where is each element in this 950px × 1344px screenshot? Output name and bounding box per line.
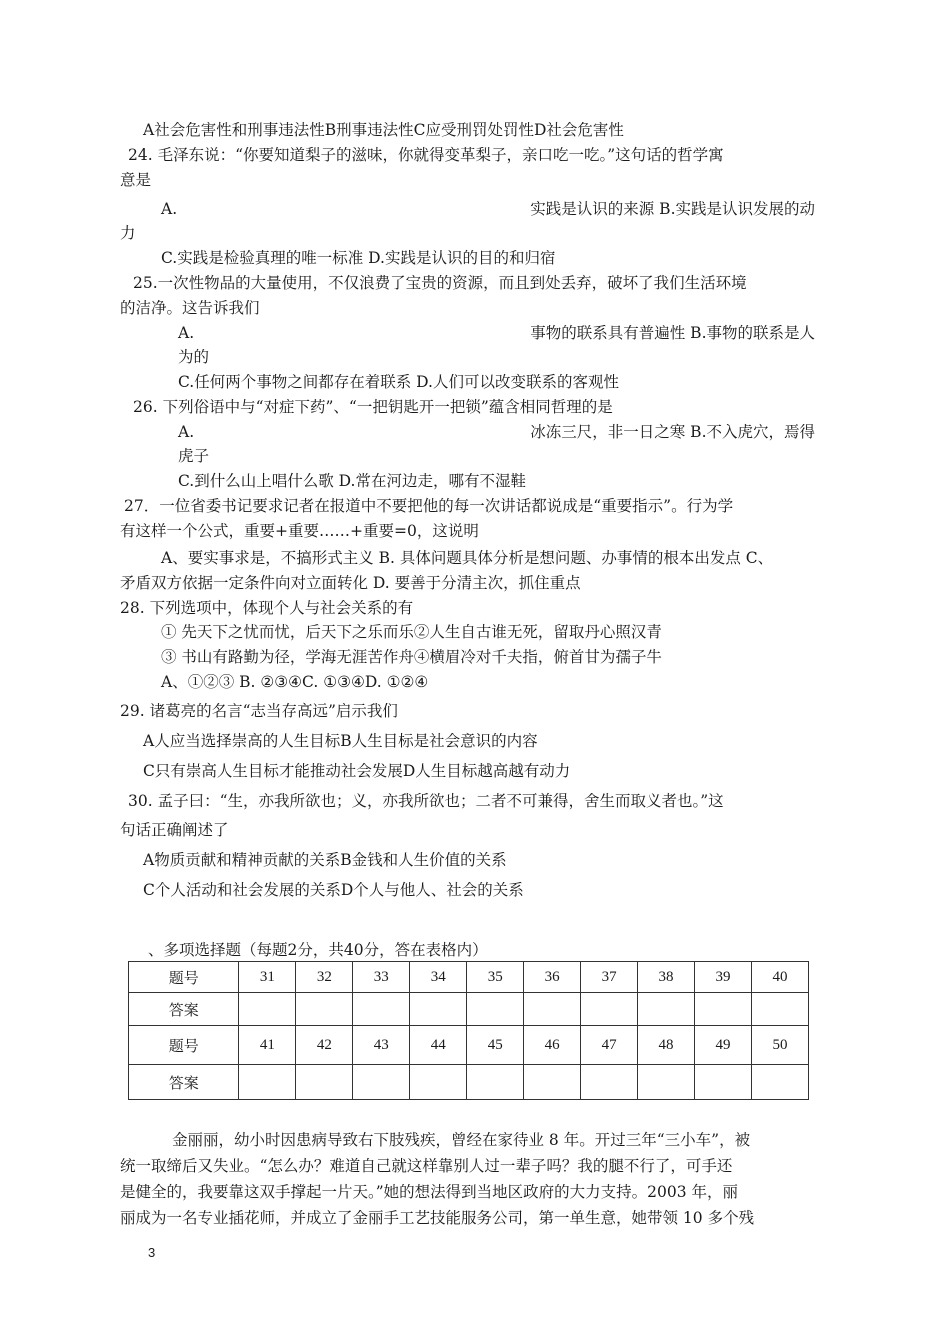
table-label-cell: 答案 bbox=[129, 1065, 239, 1100]
q25-options-cd: C.任何两个事物之间都存在着联系 D.人们可以改变联系的客观性 bbox=[178, 373, 619, 391]
passage-line-3: 是健全的，我要靠这双手撑起一片天。”她的想法得到当地区政府的大力支持。2003 年，丽 bbox=[120, 1183, 739, 1201]
q29-stem: 29. 诸葛亮的名言“志当存高远”启示我们 bbox=[120, 702, 398, 720]
passage-line-1: 金丽丽，幼小时因患病导致右下肢残疾，曾经在家待业 8 年。开过三年“三小车”，被 bbox=[172, 1131, 751, 1149]
answer-cell[interactable] bbox=[638, 1065, 695, 1100]
q25-stem: 25.一次性物品的大量使用，不仅浪费了宝贵的资源，而且到处丢弃，破坏了我们生活环境 bbox=[133, 274, 747, 292]
page-number: 3 bbox=[148, 1245, 156, 1260]
q26-options-ab: 冰冻三尺，非一日之寒 B.不入虎穴，焉得 bbox=[530, 423, 815, 441]
q24-options-ab-cont: 力 bbox=[120, 224, 136, 242]
question-number-cell: 46 bbox=[524, 1026, 581, 1065]
question-number-cell: 35 bbox=[467, 962, 524, 993]
answer-table bbox=[128, 961, 809, 1100]
question-number-cell: 47 bbox=[581, 1026, 638, 1065]
q28-items-34: ③ 书山有路勤为径，学海无涯苦作舟④横眉冷对千夫指，俯首甘为孺子牛 bbox=[161, 648, 662, 666]
q26-option-a-label: A. bbox=[178, 423, 195, 441]
answer-cell[interactable] bbox=[751, 993, 808, 1026]
question-number-cell: 32 bbox=[296, 962, 353, 993]
q27-stem-cont: 有这样一个公式，重要+重要……+重要=0，这说明 bbox=[120, 522, 479, 540]
q28-options: A、①②③ B. ②③④C. ①③④D. ①②④ bbox=[161, 673, 429, 691]
q30-stem-cont: 句话正确阐述了 bbox=[120, 821, 229, 839]
q26-options-ab-cont: 虎子 bbox=[178, 447, 210, 465]
question-number-cell: 43 bbox=[353, 1026, 410, 1065]
q30-options-cd: C个人活动和社会发展的关系D个人与他人、社会的关系 bbox=[143, 881, 524, 899]
answer-cell[interactable] bbox=[638, 993, 695, 1026]
q25-options-ab: 事物的联系具有普遍性 B.事物的联系是人 bbox=[530, 324, 815, 342]
q27-options-cont: 矛盾双方依据一定条件向对立面转化 D. 要善于分清主次，抓住重点 bbox=[120, 574, 581, 592]
table-row bbox=[129, 962, 809, 993]
table-label-cell: 答案 bbox=[129, 993, 239, 1026]
answer-cell[interactable] bbox=[695, 1065, 752, 1100]
q24-stem: 24. 毛泽东说：“你要知道梨子的滋味，你就得变革梨子，亲口吃一吃。”这句话的哲学寓 bbox=[128, 146, 724, 164]
question-number-cell: 34 bbox=[410, 962, 467, 993]
q29-options-ab: A人应当选择崇高的人生目标B人生目标是社会意识的内容 bbox=[143, 732, 538, 750]
answer-cell[interactable] bbox=[239, 1065, 296, 1100]
question-number-cell: 50 bbox=[751, 1026, 808, 1065]
question-number-cell: 40 bbox=[751, 962, 808, 993]
q24-stem-cont: 意是 bbox=[120, 171, 152, 189]
question-number-cell: 38 bbox=[638, 962, 695, 993]
question-number-cell: 49 bbox=[695, 1026, 752, 1065]
q29-options-cd: C只有崇高人生目标才能推动社会发展D人生目标越高越有动力 bbox=[143, 762, 571, 780]
table-row bbox=[129, 1026, 809, 1065]
q27-stem: 27．一位省委书记要求记者在报道中不要把他的每一次讲话都说成是“重要指示”。行为学 bbox=[124, 497, 734, 515]
q28-stem: 28. 下列选项中，体现个人与社会关系的有 bbox=[120, 599, 414, 617]
answer-cell[interactable] bbox=[467, 993, 524, 1026]
table-label-cell: 题号 bbox=[129, 1026, 239, 1065]
question-number-cell: 42 bbox=[296, 1026, 353, 1065]
q25-options-ab-cont: 为的 bbox=[178, 348, 210, 366]
question-number-cell: 48 bbox=[638, 1026, 695, 1065]
q30-stem: 30. 孟子曰：“生，亦我所欲也；义，亦我所欲也；二者不可兼得，舍生而取义者也。”这 bbox=[128, 792, 724, 810]
table-row bbox=[129, 1065, 809, 1100]
answer-cell[interactable] bbox=[296, 993, 353, 1026]
answer-cell[interactable] bbox=[581, 993, 638, 1026]
question-number-cell: 39 bbox=[695, 962, 752, 993]
q28-items-12: ① 先天下之忧而忧，后天下之乐而乐②人生自古谁无死，留取丹心照汉青 bbox=[161, 623, 662, 641]
answer-cell[interactable] bbox=[695, 993, 752, 1026]
table-label-cell: 题号 bbox=[129, 962, 239, 993]
answer-cell[interactable] bbox=[751, 1065, 808, 1100]
answer-cell[interactable] bbox=[524, 1065, 581, 1100]
answer-cell[interactable] bbox=[239, 993, 296, 1026]
q25-stem-cont: 的洁净。这告诉我们 bbox=[120, 299, 260, 317]
question-number-cell: 36 bbox=[524, 962, 581, 993]
question-number-cell: 37 bbox=[581, 962, 638, 993]
question-number-cell: 33 bbox=[353, 962, 410, 993]
q23-options: A社会危害性和刑事违法性B刑事违法性C应受刑罚处罚性D社会危害性 bbox=[143, 121, 624, 139]
answer-cell[interactable] bbox=[353, 993, 410, 1026]
question-number-cell: 31 bbox=[239, 962, 296, 993]
passage-line-2: 统一取缔后又失业。“怎么办？难道自己就这样靠别人过一辈子吗？我的腿不行了，可手还 bbox=[120, 1157, 733, 1175]
question-number-cell: 45 bbox=[467, 1026, 524, 1065]
answer-cell[interactable] bbox=[524, 993, 581, 1026]
answer-cell[interactable] bbox=[353, 1065, 410, 1100]
answer-cell[interactable] bbox=[467, 1065, 524, 1100]
question-number-cell: 41 bbox=[239, 1026, 296, 1065]
table-row bbox=[129, 993, 809, 1026]
q24-options-ab: 实践是认识的来源 B.实践是认识发展的动 bbox=[530, 200, 815, 218]
answer-cell[interactable] bbox=[410, 1065, 467, 1100]
q30-options-ab: A物质贡献和精神贡献的关系B金钱和人生价值的关系 bbox=[143, 851, 507, 869]
q24-option-a-label: A. bbox=[161, 200, 178, 218]
section-heading: 、多项选择题（每题2分，共40分，答在表格内） bbox=[148, 941, 488, 959]
q26-options-cd: C.到什么山上唱什么歌 D.常在河边走，哪有不湿鞋 bbox=[178, 472, 526, 490]
answer-cell[interactable] bbox=[581, 1065, 638, 1100]
q27-options: A、要实事求是，不搞形式主义 B. 具体问题具体分析是想问题、办事情的根本出发点 C、 bbox=[161, 549, 774, 567]
answer-cell[interactable] bbox=[296, 1065, 353, 1100]
question-number-cell: 44 bbox=[410, 1026, 467, 1065]
answer-cell[interactable] bbox=[410, 993, 467, 1026]
q24-options-cd: C.实践是检验真理的唯一标准 D.实践是认识的目的和归宿 bbox=[161, 249, 556, 267]
passage-line-4: 丽成为一名专业插花师，并成立了金丽手工艺技能服务公司，第一单生意，她带领 10 多个残 bbox=[120, 1209, 755, 1227]
q26-stem: 26. 下列俗语中与“对症下药”、“一把钥匙开一把锁”蕴含相同哲理的是 bbox=[133, 398, 613, 416]
q25-option-a-label: A. bbox=[178, 324, 195, 342]
